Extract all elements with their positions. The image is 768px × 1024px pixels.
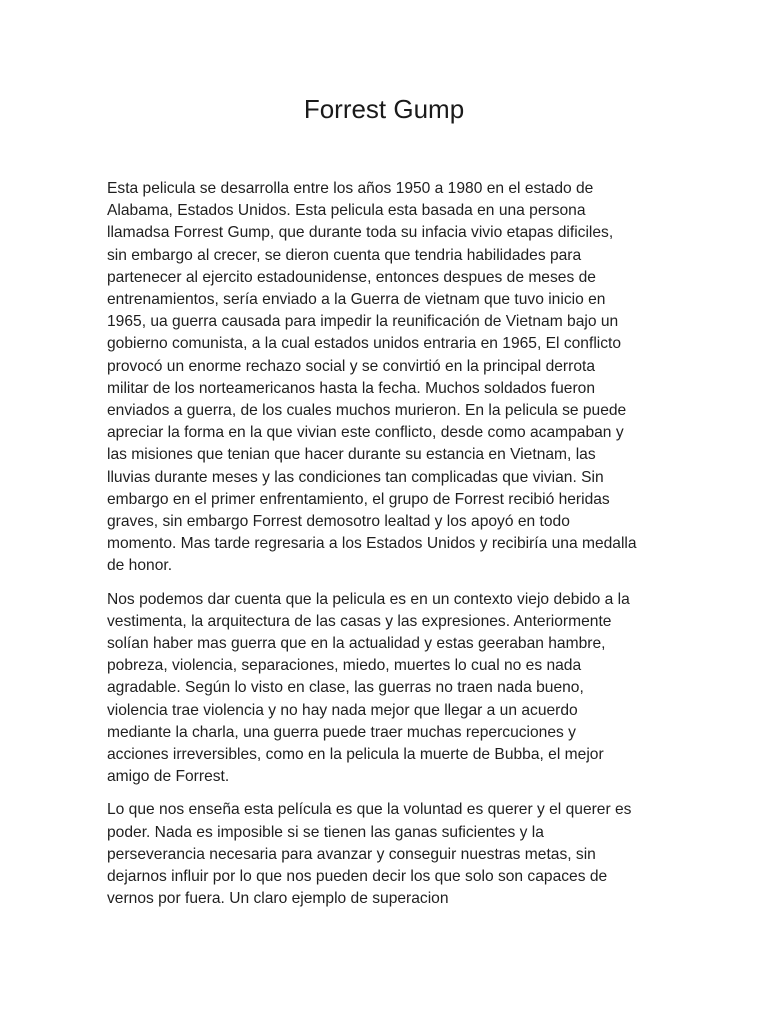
text-line: solían haber mas guerra que en la actualidad y estas geeraban hambre,	[107, 635, 606, 653]
text-line: de honor.	[107, 557, 173, 575]
text-line: amigo de Forrest.	[107, 768, 230, 786]
text-line: graves, sin embargo Forrest demosotro lealtad y los apoyó en todo	[107, 513, 570, 531]
text-line: pobreza, violencia, separaciones, miedo, muertes lo cual no es nada	[107, 657, 582, 675]
text-line: apreciar la forma en la que vivian este conflicto, desde como acampaban y	[107, 424, 624, 442]
text-line: vestimenta, la arquitectura de las casas y las expresiones. Anteriormente	[107, 612, 612, 630]
text-line: acciones irreversibles, como en la pelicula la muerte de Bubba, el mejor	[107, 746, 604, 764]
text-line: provocó un enorme rechazo social y se convirtió en la principal derrota	[107, 357, 595, 375]
text-line: Esta pelicula se desarrolla entre los años 1950 a 1980 en el estado de	[107, 180, 594, 197]
text-line: llamadsa Forrest Gump, que durante toda su infacia vivio etapas dificiles,	[107, 224, 614, 242]
document-title: Forrest Gump	[303, 94, 465, 124]
text-line: partenecer al ejercito estadounidense, entonces despues de meses de	[107, 268, 596, 286]
paragraph-1	[107, 178, 669, 578]
text-line: entrenamientos, sería enviado a la Guerra de vietnam que tuvo inicio en	[107, 291, 606, 309]
text-line: dejarnos influir por lo que nos pueden decir los que solo son capaces de	[107, 868, 608, 886]
text-line: embargo en el primer enfrentamiento, el grupo de Forrest recibió heridas	[107, 490, 610, 508]
paragraph-3	[107, 799, 669, 910]
text-line: poder. Nada es imposible si se tienen las ganas suficientes y la	[107, 823, 544, 841]
text-line: Lo que nos enseña esta película es que la voluntad es querer y el querer es	[107, 801, 632, 819]
text-line: gobierno comunista, a la cual estados unidos entraria en 1965, El conflicto	[107, 335, 622, 353]
text-line: Nos podemos dar cuenta que la pelicula es en un contexto viejo debido a la	[107, 590, 630, 608]
text-line: violencia trae violencia y no hay nada mejor que llegar a un acuerdo	[107, 701, 578, 719]
text-line: enviados a guerra, de los cuales muchos murieron. En la pelicula se puede	[107, 402, 627, 420]
text-line: vernos por fuera. Un claro ejemplo de superacion	[107, 890, 449, 908]
text-line: agradable. Según lo visto en clase, las guerras no traen nada bueno,	[107, 679, 584, 697]
text-line: 1965, ua guerra causada para impedir la reunificación de Vietnam bajo un	[107, 313, 619, 331]
text-line: Alabama, Estados Unidos. Esta pelicula esta basada en una persona	[107, 202, 586, 220]
text-line: sin embargo al crecer, se dieron cuenta que tendria habilidades para	[107, 246, 582, 264]
text-line: lluvias durante meses y las condiciones tan complicadas que vivian. Sin	[107, 468, 604, 486]
text-line: militar de los norteamericanos hasta la fecha. Muchos soldados fueron	[107, 379, 595, 397]
document-body	[107, 178, 669, 922]
paragraph-2	[107, 589, 669, 789]
text-line: mediante la charla, una guerra puede traer muchas repercuciones y	[107, 723, 576, 741]
text-line: las misiones que tenian que hacer durante su estancia en Vietnam, las	[107, 446, 596, 464]
text-line: momento. Mas tarde regresaria a los Estados Unidos y recibiría una medalla	[107, 535, 637, 553]
text-line: perseverancia necesaria para avanzar y conseguir nuestras metas, sin	[107, 845, 596, 863]
